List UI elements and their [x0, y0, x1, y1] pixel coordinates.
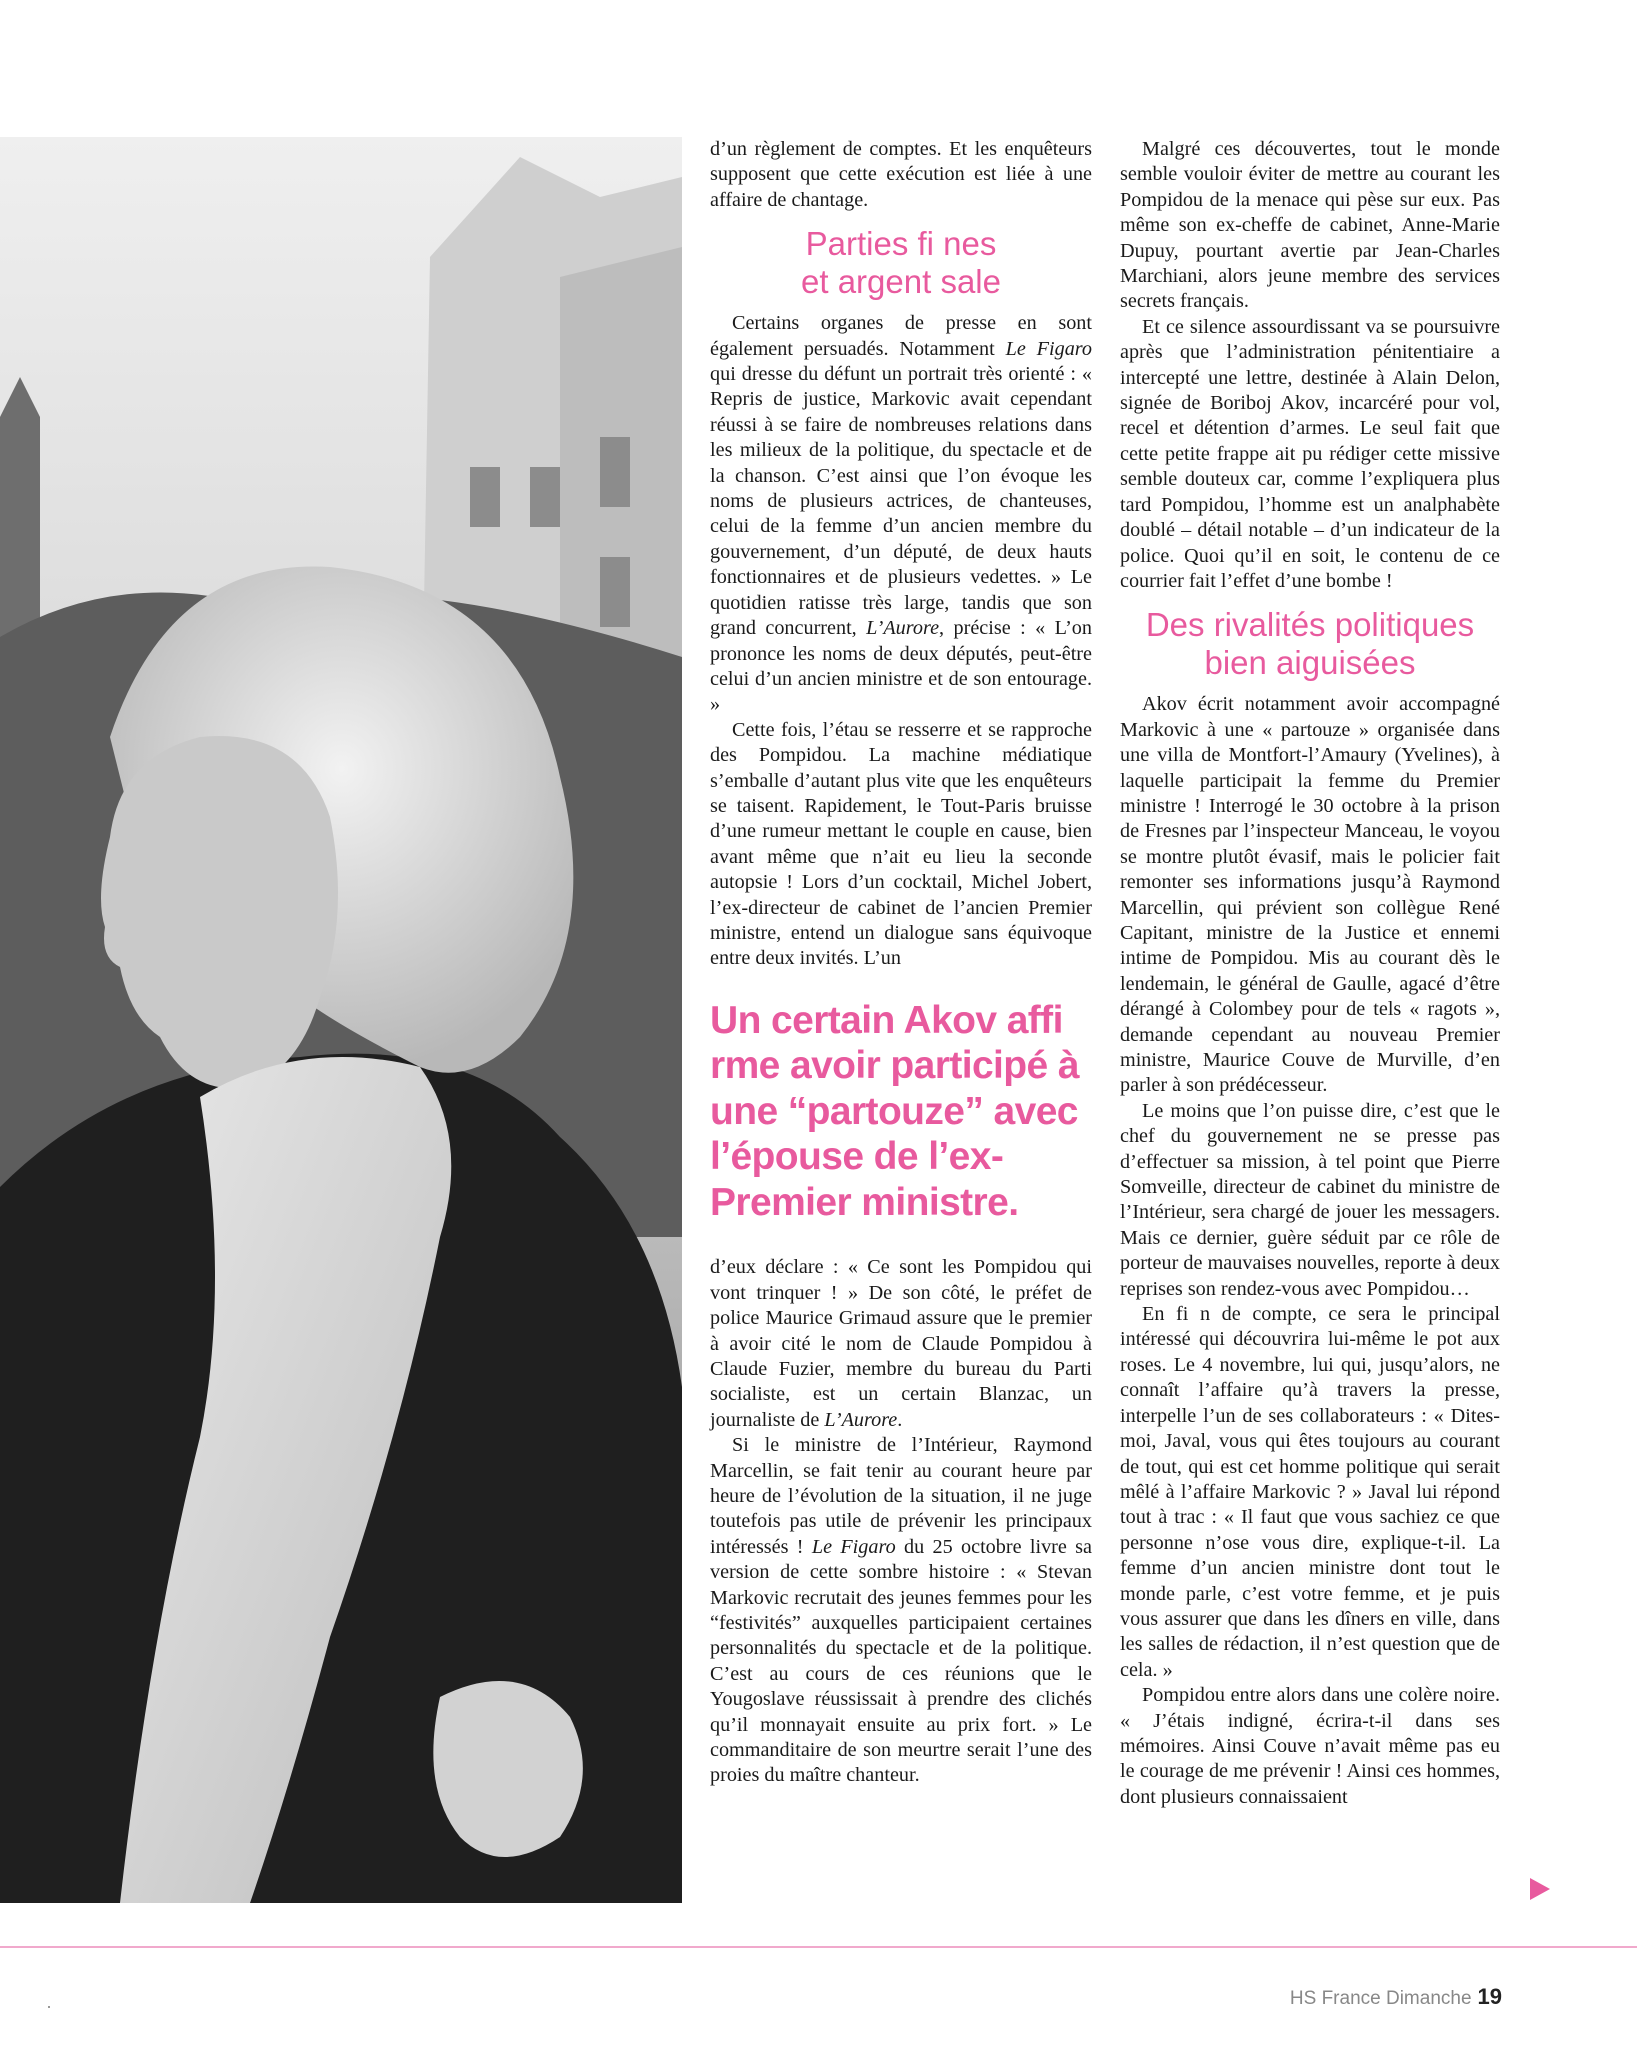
paragraph: En fi n de compte, ce sera le principal intéressé qui découvrira lui-même le pot aux roses. Le 4 novembre, lui qui, jusqu’alors, ne connaît l’affaire qu’à travers la presse, interpelle l’un de ses collaborateurs : « Dites-moi, Javal, vous qui êtes toujours au courant de tout, qui est cet homme politique qui serait mêlé à l’affaire Markovic ? » Javal lui répond tout à trac : « Il faut que vous sachiez ce que personne n’ose vous dire, explique-t-il. La femme d’un ancien ministre dont tout le monde parle, c’est votre femme, et je puis vous assurer que dans les dîners en ville, dans les salles de rédaction, il n’est question que de cela. »	[1120, 1303, 1500, 1681]
pull-quote: Un certain Akov affi rme avoir participé à une “partouze” avec l’épouse de l’ex-Premier ministre.	[710, 998, 1079, 1224]
text: du 25 octobre livre sa version de cette sombre histoire : « Stevan Markovic recrutait des jeunes femmes pour les “festivités” auxquelles participaient certaines personnalités du spectacle et de la politique. C’est au cours de ces réunions que le Yougoslave réussissait à prendre des clichés qu’il monnayait ensuite au prix fort. » Le commanditaire de son meurtre serait l’une des proies du maître chanteur.	[710, 1535, 1092, 1787]
portrait-photo	[0, 137, 682, 1903]
text: d’eux déclare : « Ce sont les Pompidou qui vont trinquer ! » De son côté, le préfet de police Maurice Grimaud assure que le premier à avoir cité le nom de Claude Pompidou à Claude Fuzier, membre du bureau du Parti socialiste, est un certain Blanzac, un journaliste de	[710, 1256, 1092, 1431]
subheading-line: Parties fi nes	[805, 225, 997, 263]
decorative-dot	[48, 2006, 50, 2008]
paragraph: Pompidou entre alors dans une colère noire. « J’étais indigné, écrira-t-il dans ses mémoires. Ainsi Couve n’avait même pas eu le courage de me prévenir ! Ainsi ces hommes, dont plusieurs connaissaient	[1120, 1684, 1500, 1808]
paragraph: Akov écrit notamment avoir accompagné Markovic à une « partouze » organisée dans une villa de Montfort-l’Amaury (Yvelines), à laquelle participait la femme du Premier ministre ! Interrogé le 30 octobre à la prison de Fresnes par l’inspecteur Manceau, le voyou se montre plutôt évasif, mais le policier fait remonter ses informations jusqu’à Raymond Marcellin, qui prévient son collègue René Capitant, ministre de la Justice et ennemi intime de Pompidou. Mis au courant dès le lendemain, le général de Gaulle, agacé d’être dérangé à Colombey pour de tels « ragots », demande cependant au nouveau Premier ministre, Maurice Couve de Murville, d’en parler à son prédécesseur.	[1120, 693, 1500, 1097]
text: , précise : « L’on prononce les noms de deux députés, peut-être celui d’un ancien ministre et de son entourage. »	[710, 617, 1092, 716]
subheading	[710, 225, 1092, 301]
paragraph: d’un règlement de comptes. Et les enquêteurs supposent que cette exécution est liée à une affaire de chantage.	[710, 138, 1092, 211]
paragraph: Malgré ces découvertes, tout le monde semble vouloir éviter de mettre au courant les Pompidou de la menace qui pèse sur eux. Pas même son ex-cheffe de cabinet, Anne-Marie Dupuy, pourtant avertie par Jean-Charles Marchiani, alors jeune membre des services secrets français.	[1120, 138, 1500, 313]
text: Si le ministre de l’Intérieur, Raymond Marcellin, se fait tenir au courant heure par heure de l’évolution de la situation, il ne juge toutefois pas utile de prévenir les principaux intéressés !	[710, 1434, 1092, 1558]
paragraph	[710, 1433, 1092, 1789]
column-right	[1120, 137, 1500, 1810]
subheading-line: bien aiguisées	[1204, 644, 1416, 682]
page-footer	[1290, 1984, 1502, 2010]
magazine-name: HS France Dimanche	[1289, 1988, 1472, 2009]
subheading	[1120, 606, 1500, 682]
column-middle	[710, 137, 1092, 1789]
footer-rule	[0, 1946, 1637, 1948]
publication-name: Le Figaro	[811, 1535, 896, 1558]
paragraph: Le moins que l’on puisse dire, c’est que le chef du gouvernement ne se presse pas d’effectuer sa mission, à tel point que Pierre Somveille, directeur de cabinet du ministre de l’Intérieur, sera chargé de jouer les messagers. Mais ce dernier, guère séduit par ce rôle de porteur de mauvaises nouvelles, reporte à deux reprises son rendez-vous avec Pompidou…	[1120, 1099, 1500, 1300]
paragraph: Cette fois, l’étau se resserre et se rapproche des Pompidou. La machine médiatique s’emballe d’autant plus vite que les enquêteurs se taisent. Rapidement, le Tout-Paris bruisse d’une rumeur mettant le couple en cause, bien avant même que n’ait eu lieu la seconde autopsie ! Lors d’un cocktail, Michel Jobert, l’ex-directeur de cabinet de l’ancien Premier ministre, entend un dialogue sans équivoque entre deux invités. L’un	[710, 718, 1092, 970]
page-number: 19	[1477, 1984, 1502, 2009]
text: Certains organes de presse en sont également persuadés. Notamment	[710, 312, 1092, 360]
paragraph	[710, 1255, 1092, 1433]
publication-name: L’Aurore	[824, 1408, 898, 1431]
subheading-line: Des rivalités politiques	[1145, 606, 1475, 644]
publication-name: L’Aurore	[866, 617, 940, 640]
photo-portrait-icon	[0, 137, 682, 1903]
text: .	[897, 1408, 903, 1431]
publication-name: Le Figaro	[1005, 337, 1093, 360]
paragraph: Et ce silence assourdissant va se poursuivre après que l’administration pénitentiaire a intercepté une lettre, destinée à Alain Delon, signée de Boriboj Akov, incarcéré pour vol, recel et détention d’armes. Le seul fait que cette petite frappe ait pu rédiger cette missive semble douteux car, comme l’expliquera plus tard Pompidou, l’homme est un analphabète doublé – détail notable – d’un indicateur de la police. Quoi qu’il en soit, le contenu de ce courrier fait l’effet d’une bombe !	[1120, 315, 1500, 592]
text: qui dresse du défunt un portrait très orienté : « Repris de justice, Markovic avait cependant réussi à se faire de nombreuses relations dans les milieux de la politique, du spectacle et de la chanson. C’est ainsi que l’on évoque les noms de plusieurs actrices, de chanteuses, celui de la femme d’un ancien membre du gouvernement, d’un député, de deux hauts fonctionnaires et de plusieurs vedettes. » Le quotidien ratisse très large, tandis que son grand concurrent,	[710, 363, 1092, 640]
subheading-line: et argent sale	[801, 263, 1001, 301]
paragraph	[710, 311, 1092, 718]
continue-arrow-icon	[1530, 1878, 1550, 1900]
